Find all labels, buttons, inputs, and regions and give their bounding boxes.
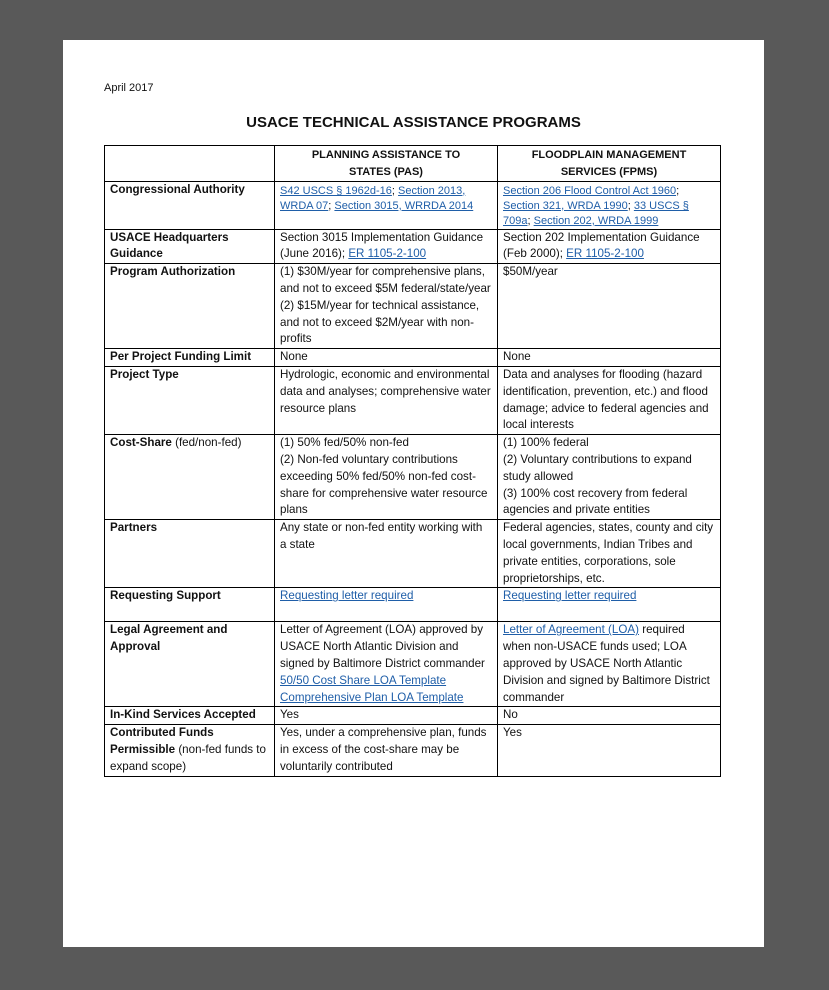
table-row [105, 264, 721, 349]
header-fpms: FLOODPLAIN MANAGEMENT SERVICES (FPMS) [498, 146, 721, 182]
fpms-cost-share-line-1: (1) 100% federal [503, 436, 589, 450]
table-row [105, 707, 721, 725]
cell-fpms-cost-share [498, 435, 721, 520]
separator: ; [627, 199, 634, 212]
pas-authorization-line-2: (2) $15M/year for technical assistance, and not to exceed $2M/year with non-profits [280, 298, 480, 346]
document-title: USACE TECHNICAL ASSISTANCE PROGRAMS [246, 114, 581, 131]
row-label-in-kind: In-Kind Services Accepted [105, 707, 275, 725]
cell-fpms-congressional-authority [498, 181, 721, 229]
cell-fpms-project-type: Data and analyses for flooding (hazard identification, prevention, etc.) and flood damage; advice to federal agencies and local interests [498, 366, 721, 434]
link-requesting-letter-pas[interactable]: Requesting letter required [280, 589, 414, 603]
row-label-program-authorization: Program Authorization [105, 264, 275, 349]
table-header-row [105, 146, 721, 182]
link-section-2013-wrda[interactable]: Section 2013, WRDA 07 [280, 184, 466, 212]
pas-authorization-line-1: (1) $30M/year for comprehensive plans, and not to exceed $5M federal/state/year [280, 265, 491, 295]
link-33-uscs-709a[interactable]: 33 USCS § 709a [503, 199, 689, 227]
cell-pas-funding-limit: None [275, 349, 498, 367]
row-label-congressional-authority: Congressional Authority [105, 181, 275, 229]
separator: ; [328, 199, 335, 212]
pas-legal-text: Letter of Agreement (LOA) approved by USACE North Atlantic Division and signed by Baltimore District commander [280, 623, 485, 670]
row-label-cost-share [105, 435, 275, 520]
link-section-321-wrda[interactable]: Section 321, WRDA 1990 [503, 199, 628, 212]
pas-guidance-text: Section 3015 Implementation Guidance (June 2016); [280, 230, 484, 261]
row-label-contributed-funds [105, 725, 275, 776]
link-section-202-wrda[interactable]: Section 202, WRDA 1999 [533, 214, 659, 227]
contributed-funds-label-suffix: (non-fed funds to expand scope) [110, 742, 266, 773]
table-row [105, 435, 721, 520]
link-comprehensive-plan-loa-template[interactable]: Comprehensive Plan LOA Template [280, 690, 464, 704]
row-label-legal-agreement: Legal Agreement and Approval [105, 622, 275, 707]
table-row [105, 588, 721, 622]
cell-pas-congressional-authority [275, 181, 498, 229]
cell-fpms-funding-limit: None [498, 349, 721, 367]
row-label-hq-guidance: USACE Headquarters Guidance [105, 229, 275, 264]
fpms-guidance-text: Section 202 Implementation Guidance (Feb 2000); [503, 230, 700, 261]
separator: ; [391, 184, 399, 197]
pas-cost-share-line-1: (1) 50% fed/50% non-fed [280, 436, 409, 450]
fpms-legal-text: required when non-USACE funds used; LOA approved by USACE North Atlantic Division and signed by Baltimore District commander [503, 623, 710, 704]
cell-pas-in-kind: Yes [275, 707, 498, 725]
table-row [105, 520, 721, 588]
fpms-cost-share-line-2: (2) Voluntary contributions to expand study allowed [503, 452, 692, 483]
cell-fpms-requesting-support [498, 588, 721, 622]
contributed-funds-label: Contributed Funds Permissible [110, 726, 214, 756]
row-label-funding-limit: Per Project Funding Limit [105, 349, 275, 367]
cell-pas-contributed-funds: Yes, under a comprehensive plan, funds in excess of the cost-share may be voluntarily contributed [275, 725, 498, 776]
link-requesting-letter-fpms[interactable]: Requesting letter required [503, 589, 637, 603]
link-section-3015-wrrda[interactable]: Section 3015, WRRDA 2014 [334, 199, 474, 212]
link-section-206-fca[interactable]: Section 206 Flood Control Act 1960 [503, 184, 677, 197]
cell-pas-project-type: Hydrologic, economic and environmental data and analyses; comprehensive water resource plans [275, 366, 498, 434]
document-page [63, 40, 764, 947]
fpms-cost-share-line-3: (3) 100% cost recovery from federal agencies and private entities [503, 486, 688, 517]
cost-share-label: Cost-Share [110, 436, 172, 450]
cell-pas-hq-guidance [275, 229, 498, 264]
cell-fpms-legal-agreement [498, 622, 721, 707]
table-row [105, 349, 721, 367]
cell-pas-cost-share [275, 435, 498, 520]
table-row [105, 229, 721, 264]
cell-pas-legal-agreement [275, 622, 498, 707]
separator: ; [527, 214, 534, 227]
cell-fpms-contributed-funds: Yes [498, 725, 721, 776]
row-label-requesting-support: Requesting Support [105, 588, 275, 622]
link-s42-uscs[interactable]: S42 USCS § 1962d-16 [280, 184, 392, 197]
cell-pas-partners: Any state or non-fed entity working with a state [275, 520, 498, 588]
cell-fpms-hq-guidance [498, 229, 721, 264]
programs-table [104, 145, 721, 777]
link-er-1105-fpms[interactable]: ER 1105-2-100 [566, 247, 644, 261]
cost-share-label-suffix: (fed/non-fed) [171, 436, 242, 450]
cell-pas-requesting-support [275, 588, 498, 622]
pas-cost-share-line-2: (2) Non-fed voluntary contributions exceeding 50% fed/50% non-fed cost-share for comprehensive water resource plans [280, 452, 488, 517]
row-label-project-type: Project Type [105, 366, 275, 434]
row-label-partners: Partners [105, 520, 275, 588]
cell-fpms-program-authorization: $50M/year [498, 264, 721, 349]
document-date: April 2017 [104, 82, 154, 94]
table-row [105, 181, 721, 229]
header-pas: PLANNING ASSISTANCE TO STATES (PAS) [275, 146, 498, 182]
separator: ; [676, 184, 680, 197]
link-er-1105-pas[interactable]: ER 1105-2-100 [348, 247, 427, 261]
cell-fpms-partners: Federal agencies, states, county and city local governments, Indian Tribes and private entities, corporations, sole proprietorships, etc. [498, 520, 721, 588]
header-empty-cell [105, 146, 275, 182]
table-row [105, 622, 721, 707]
link-letter-of-agreement[interactable]: Letter of Agreement (LOA) [503, 623, 639, 637]
link-5050-loa-template[interactable]: 50/50 Cost Share LOA Template [280, 673, 447, 687]
cell-pas-program-authorization [275, 264, 498, 349]
cell-fpms-in-kind: No [498, 707, 721, 725]
table-row [105, 366, 721, 434]
table-row [105, 725, 721, 776]
